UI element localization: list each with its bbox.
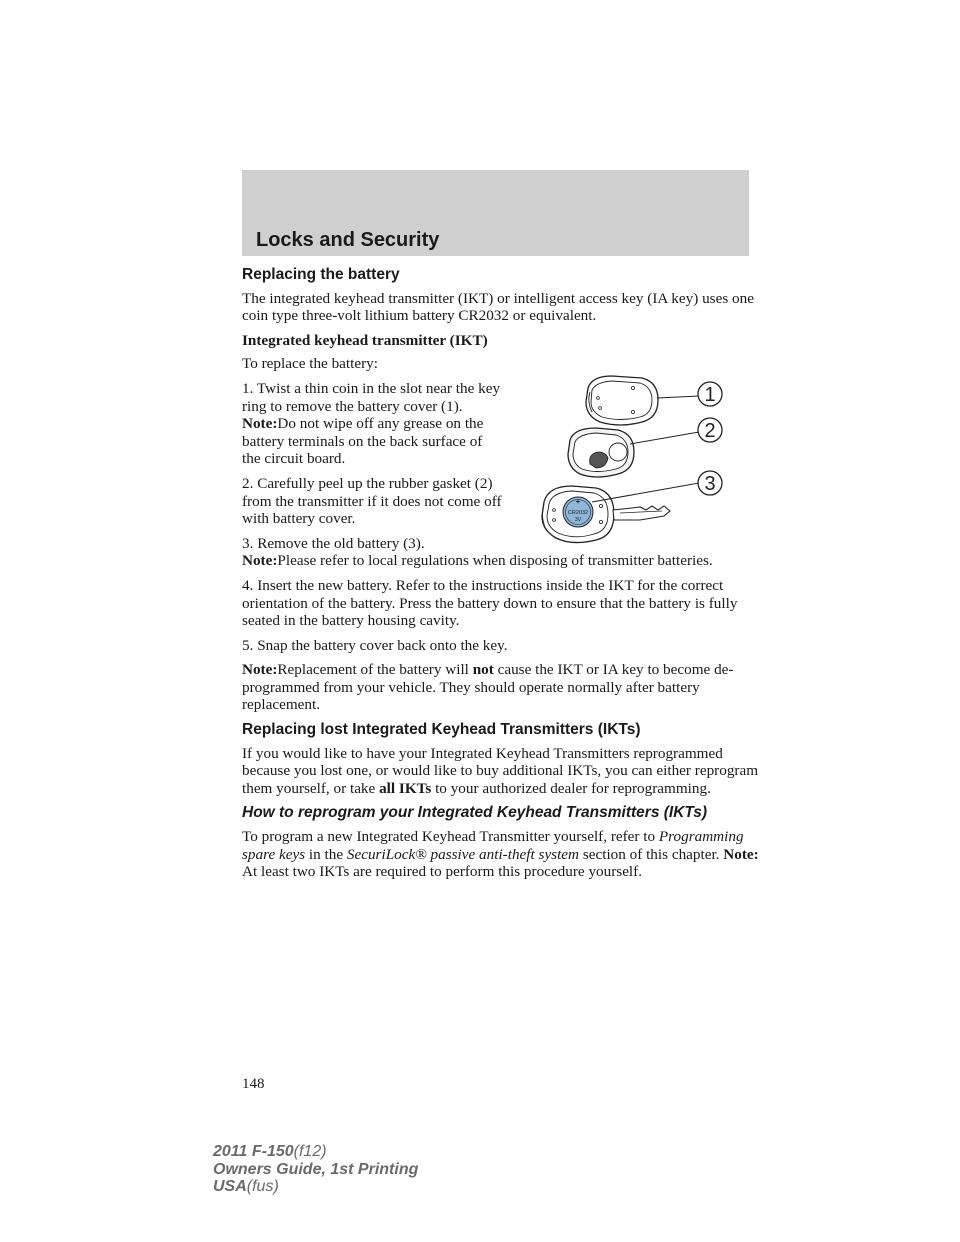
note-label: Note: — [242, 415, 278, 433]
battery-note: Note:Replacement of the battery will not cause the IKT or IA key to become de-programmed from your vehicle. They should operate normally after battery replacement. — [242, 661, 734, 714]
howto-heading: How to reprogram your Integrated Keyhead Transmitters (IKTs) — [242, 804, 708, 822]
lost-heading: Replacing lost Integrated Keyhead Transmitters (IKTs) — [242, 721, 641, 739]
step-4: 4. Insert the new battery. Refer to the instructions inside the IKT for the correct orientation of the battery. Press the battery down to ensure that the battery is fully seated in the battery housing cavity. — [242, 576, 738, 630]
svg-text:1: 1 — [704, 384, 716, 406]
section-title: Locks and Security — [256, 229, 440, 251]
footer-guide-line: Owners Guide, 1st Printing — [213, 1160, 419, 1178]
step-3-note-text: Please refer to local regulations when disposing of transmitter batteries. — [277, 552, 713, 570]
leader-line-2 — [630, 432, 699, 444]
battery-intro: The integrated keyhead transmitter (IKT) or intelligent access key (IA key) uses one coin type three-volt lithium battery CR2032 or equivalent. — [242, 289, 754, 325]
battery-voltage: 3V — [574, 517, 582, 523]
page-content — [242, 266, 762, 888]
battery-cover-icon — [586, 376, 658, 425]
lost-paragraph: If you would like to have your Integrated Keyhead Transmitters reprogrammed because you lost one, or would like to buy additional IKTs, you can either reprogram them yourself, or take all IKTs to your authorized dealer for reprogramming. — [242, 744, 759, 797]
note-label: Note: — [723, 845, 759, 863]
keyhead-transmitter-illustration — [530, 370, 730, 555]
ikt-heading: Integrated keyhead transmitter (IKT) — [242, 331, 488, 349]
svg-text:2: 2 — [704, 420, 716, 442]
callout-2 — [698, 418, 722, 442]
step-5: 5. Snap the battery cover back onto the key. — [242, 636, 508, 654]
battery-heading: Replacing the battery — [242, 266, 400, 283]
emphasis-all-ikts: all IKTs — [379, 779, 432, 797]
step-3: 3. Remove the old battery (3). — [242, 534, 425, 552]
battery-label: CR2032 — [567, 510, 589, 516]
leader-line-3 — [592, 483, 699, 502]
step-1: 1. Twist a thin coin in the slot near the key ring to remove the battery cover (1). — [242, 379, 501, 415]
step-1-note-text: Do not wipe off any grease on the battery terminals on the back surface of the circuit board. — [242, 415, 484, 468]
link-programming-spare-keys: Programming spare keys — [242, 828, 744, 863]
emphasis-not: not — [472, 661, 494, 679]
footer-model-line: 2011 F-150(f12) — [213, 1143, 327, 1160]
leader-line-1 — [657, 396, 699, 398]
note-label: Note: — [242, 661, 278, 679]
footer-region-line: USA(fus) — [213, 1178, 279, 1195]
battery-plus: + — [575, 497, 581, 506]
replace-intro: To replace the battery: — [242, 355, 378, 373]
svg-text:3: 3 — [704, 473, 716, 495]
footer — [213, 1143, 418, 1196]
link-securilock: SecuriLock® passive anti-theft system — [346, 845, 580, 863]
step-2: 2. Carefully peel up the rubber gasket (2) from the transmitter if it does not come off with battery cover. — [242, 474, 502, 528]
howto-paragraph: To program a new Integrated Keyhead Transmitter yourself, refer to Programming spare keys in the SecuriLock® passive anti-theft system section of this chapter. Note: At least two IKTs are required to perform this procedure yourself. — [242, 828, 759, 881]
key-with-battery-icon — [542, 486, 670, 543]
rubber-gasket-icon — [568, 428, 634, 477]
callout-1 — [698, 382, 722, 406]
callout-3 — [698, 471, 722, 495]
note-label: Note: — [242, 552, 278, 570]
page-number: 148 — [242, 1076, 265, 1092]
step-1-note — [242, 415, 504, 468]
